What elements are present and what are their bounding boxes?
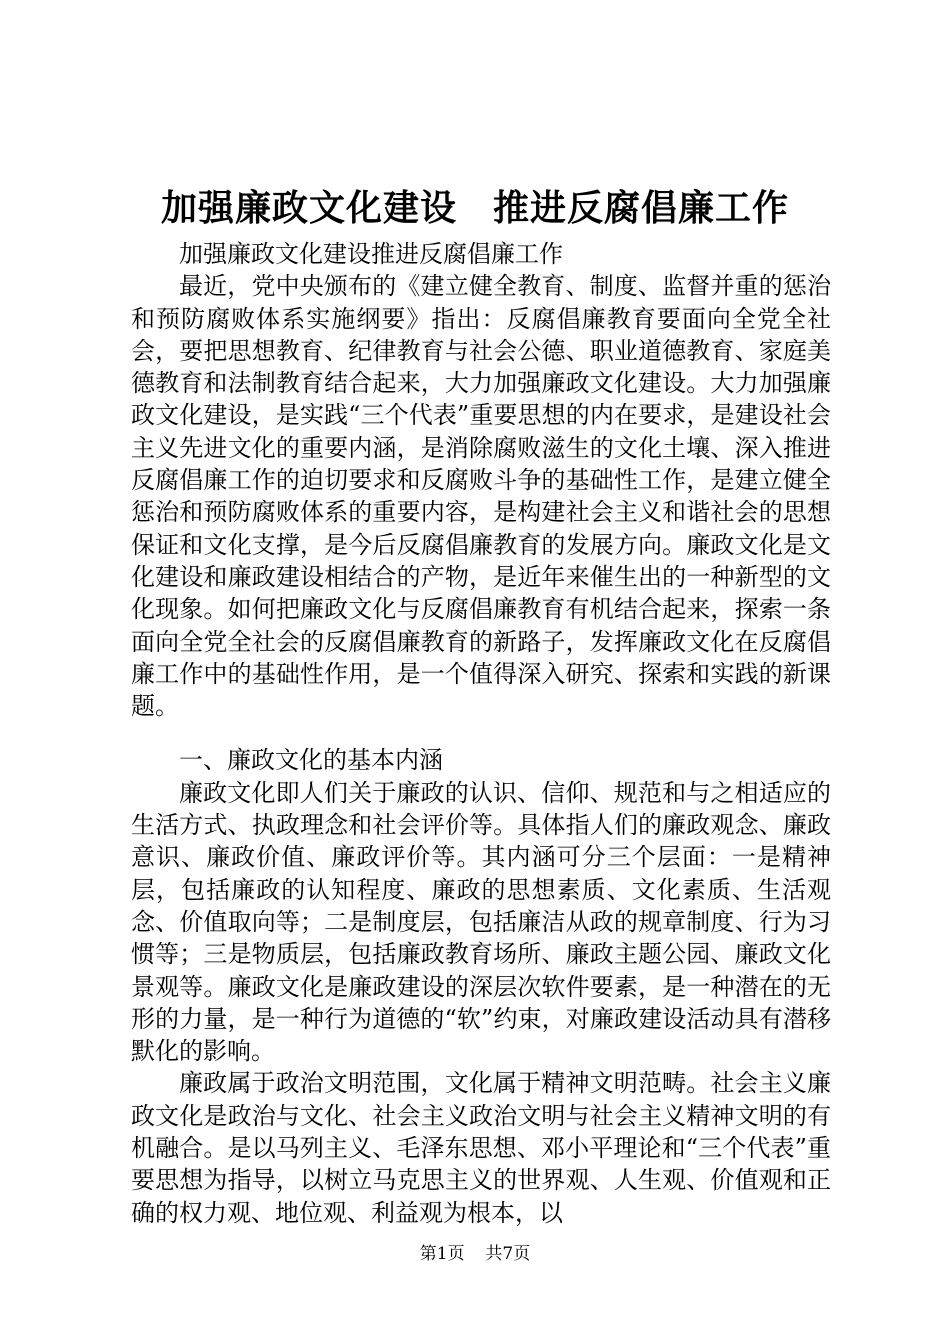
page-number: 第1页 (419, 1244, 465, 1264)
document-body (131, 238, 831, 1229)
total-pages: 共7页 (485, 1244, 531, 1264)
section-paragraph: 廉政文化即人们关于廉政的认识、信仰、规范和与之相适应的生活方式、执政理念和社会评价等。具体指人们的廉政观念、廉政意识、廉政价值、廉政评价等。其内涵可分三个层面：一是精神层，包括廉政的认知程度、廉政的思想素质、文化素质、生活观念、价值取向等；二是制度层，包括廉洁从政的规章制度、行为习惯等；三是物质层，包括廉政教育场所、廉政主题公园、廉政文化景观等。廉政文化是廉政建设的深层次软件要素，是一种潜在的无形的力量，是一种行为道德的“软”约束，对廉政建设活动具有潜移默化的影响。 (131, 778, 831, 1066)
document-title (0, 184, 950, 232)
title-part-1: 加强廉政文化建设 (160, 187, 457, 229)
section-paragraph: 廉政属于政治文明范围，文化属于精神文明范畴。社会主义廉政文化是政治与文化、社会主义政治文明与社会主义精神文明的有机融合。是以马列主义、毛泽东思想、邓小平理论和“三个代表”重要思想为指导，以树立马克思主义的世界观、人生观、价值观和正确的权力观、地位观、利益观为根本，以 (131, 1069, 831, 1227)
section-heading: 一、廉政文化的基本内涵 (179, 746, 443, 775)
page-footer (0, 1242, 950, 1266)
title-part-2: 推进反腐倡廉工作 (493, 187, 790, 229)
subtitle: 加强廉政文化建设推进反腐倡廉工作 (179, 240, 563, 268)
intro-paragraph: 最近，党中央颁布的《建立健全教育、制度、监督并重的惩治和预防腐败体系实施纲要》指出：反腐倡廉教育要面向全党全社会，要把思想教育、纪律教育与社会公德、职业道德教育、家庭美德教育和法制教育结合起来，大力加强廉政文化建设。大力加强廉政文化建设，是实践“三个代表”重要思想的内在要求，是建设社会主义先进文化的重要内涵，是消除腐败滋生的文化土壤、深入推进反腐倡廉工作的迫切要求和反腐败斗争的基础性工作，是建立健全惩治和预防腐败体系的重要内容，是构建社会主义和谐社会的思想保证和文化支撑，是今后反腐倡廉教育的发展方向。廉政文化是文化建设和廉政建设相结合的产物，是近年来催生出的一种新型的文化现象。如何把廉政文化与反腐倡廉教育有机结合起来，探索一条面向全党全社会的反腐倡廉教育的新路子，发挥廉政文化在反腐倡廉工作中的基础性作用，是一个值得深入研究、探索和实践的新课题。 (131, 272, 831, 721)
